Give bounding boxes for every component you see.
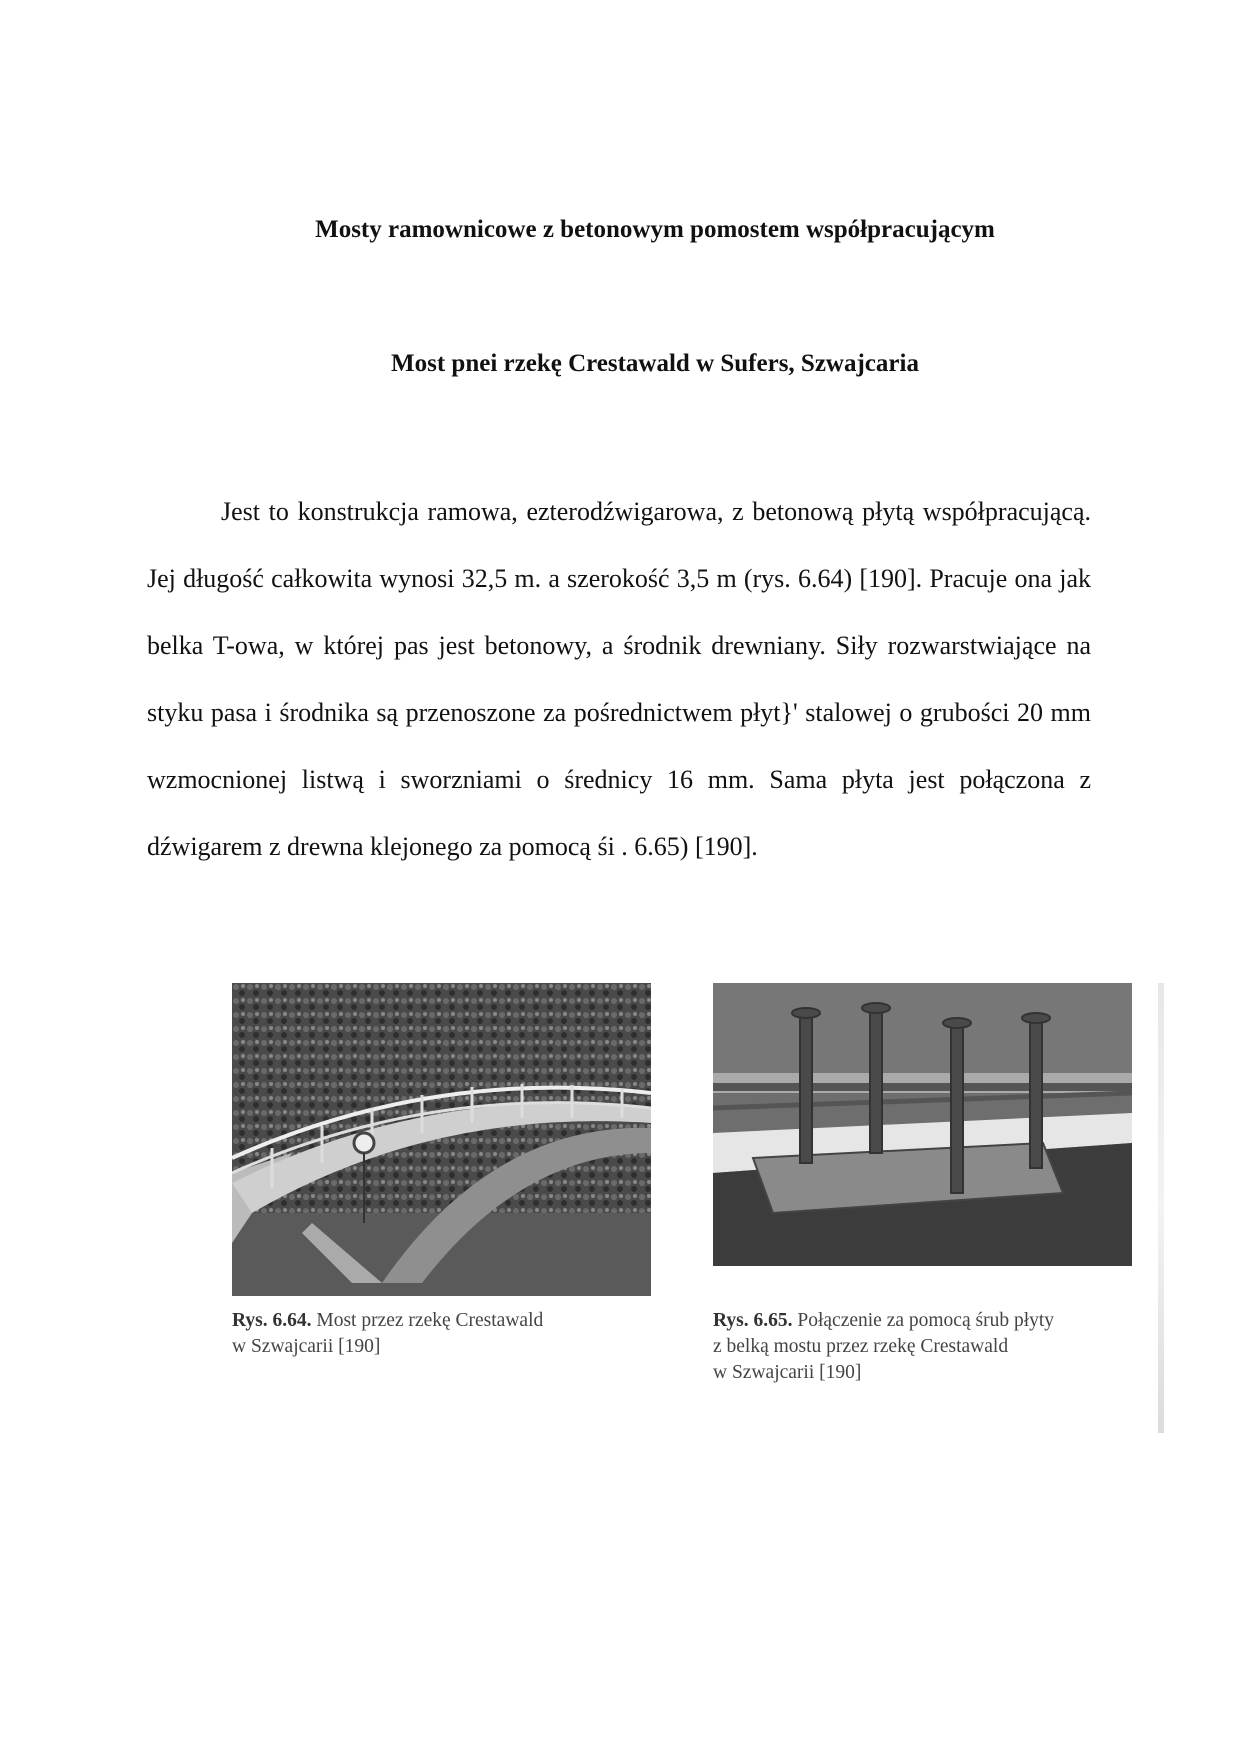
document-subheading: Most pnei rzekę Crestawald w Sufers, Szwajcaria bbox=[391, 350, 919, 377]
figure-caption bbox=[232, 1308, 692, 1360]
body-paragraph bbox=[147, 478, 1091, 880]
caption-line: w Szwajcarii [190] bbox=[232, 1336, 381, 1357]
bolt-connection-photo bbox=[713, 983, 1132, 1266]
scan-edge-artifact bbox=[1158, 983, 1164, 1433]
figure-label: Rys. 6.65. bbox=[713, 1310, 793, 1331]
paragraph-text: Jest to konstrukcja ramowa, ezterodźwigarowa, z betonową płytą współpracującą. Jej długość całkowita wynosi 32,5 m. a szerokość 3,5 m (rys. 6.64) [190]. Pracuje ona jak belka T-owa, w której pas jest betonowy, a środnik drewniany. Siły rozwarstwiające na styku pasa i środnika są przenoszone za pośrednictwem płyt}' stalowej o grubości 20 mm wzmocnionej listwą i sworzniami o średnicy 16 mm. Sama płyta jest połączona z dźwigarem z drewna klejonego za pomocą śi . 6.65) [190]. bbox=[147, 497, 1091, 861]
caption-line: z belką mostu przez rzekę Crestawald bbox=[713, 1336, 1009, 1357]
figure-caption bbox=[713, 1308, 1173, 1386]
figure-label: Rys. 6.64. bbox=[232, 1310, 312, 1331]
caption-line: w Szwajcarii [190] bbox=[713, 1362, 862, 1383]
document-heading: Mosty ramownicowe z betonowym pomostem współpracującym bbox=[315, 216, 995, 243]
caption-line: Połączenie za pomocą śrub płyty bbox=[797, 1310, 1055, 1331]
bridge-photo bbox=[232, 983, 651, 1296]
caption-line: Most przez rzekę Crestawald bbox=[316, 1310, 544, 1331]
